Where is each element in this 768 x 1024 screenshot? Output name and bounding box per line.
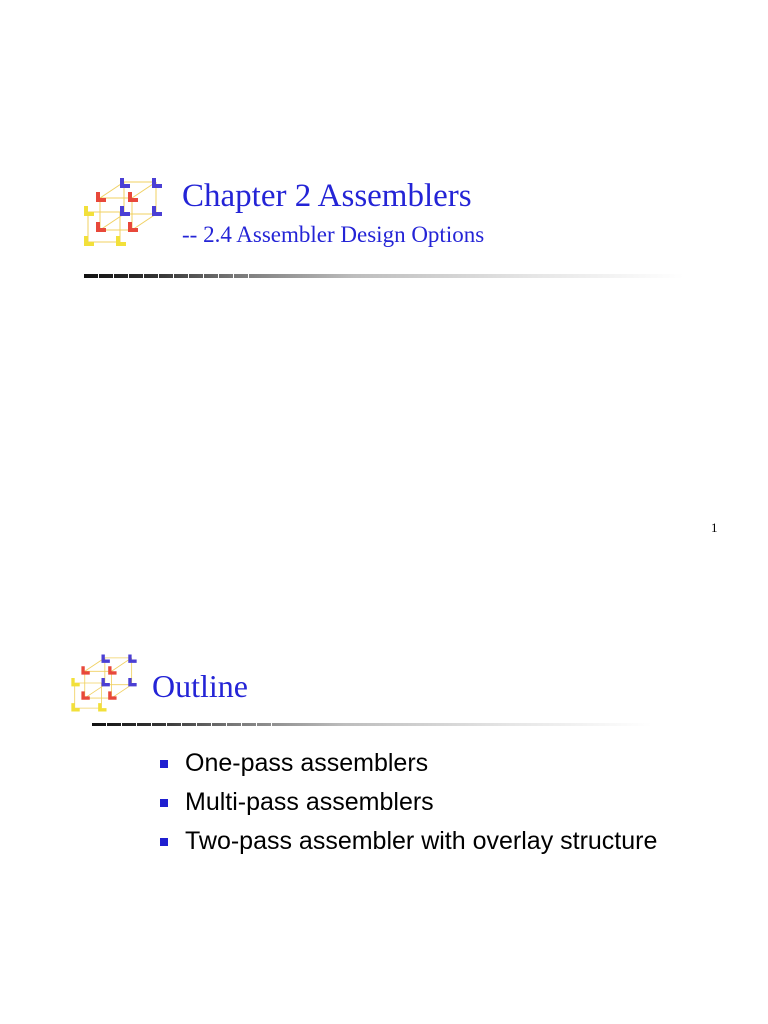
square-bullet-icon [160,838,168,846]
square-bullet-icon [160,799,168,807]
cube-logo-icon [80,176,166,248]
page-number: 1 [711,520,718,535]
slide-2 [0,560,768,1024]
slide-title: Outline [152,668,248,704]
slide-subtitle: -- 2.4 Assembler Design Options [182,222,485,247]
slide-title: Chapter 2 Assemblers [182,178,472,214]
bullet-text: Multi-pass assemblers [185,788,434,816]
bullet-text: One-pass assemblers [185,749,429,777]
square-bullet-icon [160,760,168,768]
cube-logo-icon [68,652,140,714]
bullet-list [158,744,657,861]
list-item [158,744,657,783]
bullet-text: Two-pass assembler with overlay structure [185,827,658,855]
list-item [158,822,657,861]
list-item [158,783,657,822]
